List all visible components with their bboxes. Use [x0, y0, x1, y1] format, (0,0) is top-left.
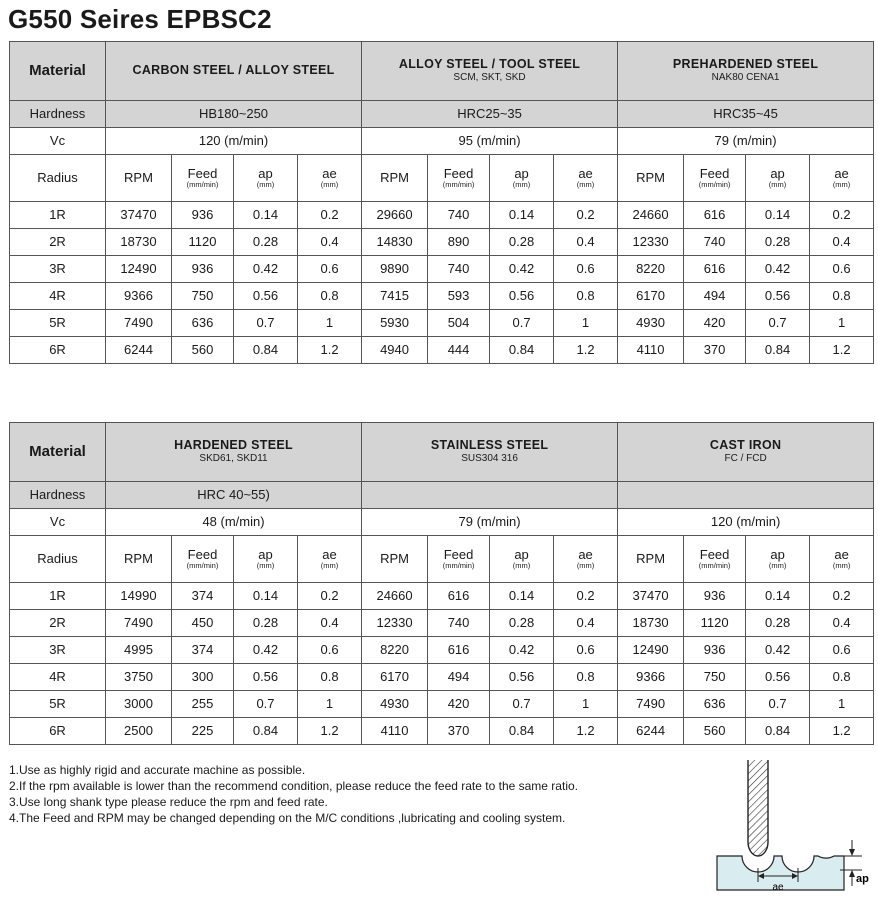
value-cell: 616 — [684, 256, 746, 283]
feed-header — [428, 536, 490, 583]
value-cell: 1 — [298, 691, 362, 718]
ae-header — [810, 536, 874, 583]
vc-row — [10, 128, 874, 155]
material-name-cell — [106, 42, 362, 101]
table-row — [10, 256, 874, 283]
ap-header-unit: (mm) — [768, 180, 787, 190]
value-cell: 12330 — [618, 229, 684, 256]
value-cell: 0.14 — [234, 583, 298, 610]
ap-header-unit: (mm) — [256, 561, 275, 571]
value-cell: 0.8 — [810, 283, 874, 310]
material-name-cell — [362, 423, 618, 482]
value-cell: 0.7 — [746, 310, 810, 337]
value-cell: 225 — [172, 718, 234, 745]
radius-cell: 3R — [10, 637, 106, 664]
value-cell: 1120 — [172, 229, 234, 256]
vc-label: Vc — [10, 128, 106, 155]
value-cell: 370 — [684, 337, 746, 364]
value-cell: 7490 — [106, 310, 172, 337]
value-cell: 3750 — [106, 664, 172, 691]
value-cell: 6244 — [618, 718, 684, 745]
value-cell: 0.8 — [554, 664, 618, 691]
radius-cell: 5R — [10, 691, 106, 718]
value-cell: 0.28 — [234, 610, 298, 637]
cutting-conditions-table-2 — [9, 422, 874, 745]
hardness-value: HRC 40~55) — [106, 482, 362, 509]
value-cell: 0.7 — [490, 691, 554, 718]
vc-value: 79 (m/min) — [618, 128, 874, 155]
value-cell: 0.7 — [490, 310, 554, 337]
column-header-row — [10, 536, 874, 583]
value-cell: 0.6 — [810, 256, 874, 283]
value-cell: 7490 — [106, 610, 172, 637]
value-cell: 0.6 — [298, 256, 362, 283]
value-cell: 4110 — [362, 718, 428, 745]
value-cell: 0.2 — [810, 583, 874, 610]
feed-header-text: Feed — [699, 165, 730, 181]
value-cell: 7415 — [362, 283, 428, 310]
ap-header-unit: (mm) — [512, 180, 531, 190]
value-cell: 0.42 — [234, 256, 298, 283]
value-cell: 24660 — [618, 202, 684, 229]
value-cell: 0.14 — [234, 202, 298, 229]
radius-cell: 6R — [10, 718, 106, 745]
value-cell: 616 — [684, 202, 746, 229]
value-cell: 0.7 — [746, 691, 810, 718]
vc-label: Vc — [10, 509, 106, 536]
table-row — [10, 583, 874, 610]
value-cell: 0.14 — [746, 202, 810, 229]
value-cell: 4110 — [618, 337, 684, 364]
ap-header — [490, 155, 554, 202]
value-cell: 1 — [810, 691, 874, 718]
value-cell: 890 — [428, 229, 490, 256]
value-cell: 0.56 — [746, 664, 810, 691]
value-cell: 374 — [172, 637, 234, 664]
ae-header — [554, 536, 618, 583]
feed-header-unit: (mm/min) — [698, 180, 731, 190]
feed-header-text: Feed — [187, 546, 218, 562]
rpm-header: RPM — [362, 155, 428, 202]
value-cell: 1 — [298, 310, 362, 337]
value-cell: 1 — [554, 310, 618, 337]
ap-header-text: ap — [770, 546, 785, 562]
value-cell: 0.14 — [746, 583, 810, 610]
value-cell: 1120 — [684, 610, 746, 637]
ap-header-unit: (mm) — [256, 180, 275, 190]
column-header-row — [10, 155, 874, 202]
value-cell: 0.8 — [298, 283, 362, 310]
ae-header-unit: (mm) — [320, 180, 339, 190]
material-name-cell — [106, 423, 362, 482]
ae-header — [298, 536, 362, 583]
value-cell: 14830 — [362, 229, 428, 256]
ap-header-unit: (mm) — [512, 561, 531, 571]
rpm-header: RPM — [618, 155, 684, 202]
ae-header-unit: (mm) — [832, 180, 851, 190]
value-cell: 4930 — [362, 691, 428, 718]
vc-value: 120 (m/min) — [106, 128, 362, 155]
hardness-value — [618, 482, 874, 509]
feed-header-unit: (mm/min) — [442, 180, 475, 190]
value-cell: 24660 — [362, 583, 428, 610]
value-cell: 1 — [554, 691, 618, 718]
value-cell: 0.7 — [234, 691, 298, 718]
material-grades: SKD61, SKD11 — [199, 453, 268, 465]
value-cell: 0.28 — [746, 610, 810, 637]
note-item: 1.Use as highly rigid and accurate machine as possible. — [9, 763, 306, 777]
value-cell: 12490 — [106, 256, 172, 283]
value-cell: 0.8 — [554, 283, 618, 310]
ae-label: ae — [772, 882, 784, 893]
value-cell: 14990 — [106, 583, 172, 610]
table-row — [10, 202, 874, 229]
value-cell: 560 — [684, 718, 746, 745]
ap-header-text: ap — [258, 546, 273, 562]
material-label-text: Material — [29, 62, 86, 80]
feed-header-unit: (mm/min) — [186, 561, 219, 571]
value-cell: 1 — [810, 310, 874, 337]
table-row — [10, 664, 874, 691]
value-cell: 0.56 — [490, 664, 554, 691]
ae-header-unit: (mm) — [832, 561, 851, 571]
value-cell: 18730 — [106, 229, 172, 256]
value-cell: 0.2 — [298, 583, 362, 610]
value-cell: 0.56 — [490, 283, 554, 310]
material-name: CARBON STEEL / ALLOY STEEL — [132, 63, 335, 78]
value-cell: 1.2 — [554, 718, 618, 745]
ball-end-mill-diagram — [712, 760, 872, 898]
value-cell: 4930 — [618, 310, 684, 337]
value-cell: 636 — [172, 310, 234, 337]
material-name: ALLOY STEEL / TOOL STEEL — [398, 57, 581, 72]
feed-header-text: Feed — [443, 546, 474, 562]
feed-header-unit: (mm/min) — [698, 561, 731, 571]
value-cell: 750 — [172, 283, 234, 310]
ae-header-text: ae — [834, 546, 849, 562]
feed-header-text: Feed — [187, 165, 218, 181]
value-cell: 12330 — [362, 610, 428, 637]
radius-cell: 5R — [10, 310, 106, 337]
material-label — [10, 42, 106, 101]
value-cell: 29660 — [362, 202, 428, 229]
value-cell: 0.2 — [554, 202, 618, 229]
value-cell: 0.6 — [554, 256, 618, 283]
material-name: STAINLESS STEEL — [430, 438, 549, 453]
ap-header-text: ap — [514, 165, 529, 181]
value-cell: 0.28 — [234, 229, 298, 256]
ap-label: ap — [856, 873, 869, 885]
value-cell: 1.2 — [810, 337, 874, 364]
table-row — [10, 229, 874, 256]
ap-header — [746, 536, 810, 583]
material-label — [10, 423, 106, 482]
material-name: HARDENED STEEL — [174, 438, 293, 453]
value-cell: 0.84 — [234, 337, 298, 364]
hardness-row — [10, 482, 874, 509]
value-cell: 0.4 — [810, 229, 874, 256]
table-row — [10, 283, 874, 310]
value-cell: 0.4 — [298, 229, 362, 256]
radius-cell: 1R — [10, 583, 106, 610]
value-cell: 936 — [684, 637, 746, 664]
value-cell: 6244 — [106, 337, 172, 364]
ae-header-text: ae — [578, 546, 593, 562]
radius-cell: 3R — [10, 256, 106, 283]
table-row — [10, 610, 874, 637]
material-name: CAST IRON — [709, 438, 782, 453]
value-cell: 12490 — [618, 637, 684, 664]
value-cell: 450 — [172, 610, 234, 637]
radius-cell: 1R — [10, 202, 106, 229]
value-cell: 37470 — [618, 583, 684, 610]
value-cell: 0.28 — [490, 229, 554, 256]
value-cell: 0.56 — [234, 283, 298, 310]
value-cell: 740 — [428, 256, 490, 283]
hardness-label: Hardness — [10, 101, 106, 128]
ae-header — [810, 155, 874, 202]
value-cell: 0.4 — [554, 610, 618, 637]
table-row — [10, 337, 874, 364]
value-cell: 0.14 — [490, 583, 554, 610]
value-cell: 494 — [684, 283, 746, 310]
value-cell: 0.42 — [746, 637, 810, 664]
hardness-value: HRC25~35 — [362, 101, 618, 128]
feed-header — [428, 155, 490, 202]
material-name: PREHARDENED STEEL — [672, 57, 819, 72]
value-cell: 616 — [428, 583, 490, 610]
value-cell: 0.42 — [490, 637, 554, 664]
ae-header-unit: (mm) — [576, 180, 595, 190]
note-item: 2.If the rpm available is lower than the recommend condition, please reduce the feed rate to the same ratio. — [9, 779, 578, 793]
feed-header-text: Feed — [699, 546, 730, 562]
rpm-header: RPM — [106, 155, 172, 202]
ae-header-unit: (mm) — [320, 561, 339, 571]
value-cell: 0.84 — [490, 718, 554, 745]
rpm-header: RPM — [362, 536, 428, 583]
value-cell: 9890 — [362, 256, 428, 283]
value-cell: 560 — [172, 337, 234, 364]
ap-header-unit: (mm) — [768, 561, 787, 571]
vc-value: 95 (m/min) — [362, 128, 618, 155]
vc-row — [10, 509, 874, 536]
end-mill-tool — [748, 760, 768, 856]
value-cell: 740 — [428, 202, 490, 229]
value-cell: 936 — [684, 583, 746, 610]
ae-header-text: ae — [322, 546, 337, 562]
hardness-row — [10, 101, 874, 128]
feed-header-text: Feed — [443, 165, 474, 181]
value-cell: 0.8 — [298, 664, 362, 691]
material-row — [10, 423, 874, 482]
value-cell: 740 — [684, 229, 746, 256]
value-cell: 0.28 — [490, 610, 554, 637]
value-cell: 420 — [428, 691, 490, 718]
value-cell: 6170 — [362, 664, 428, 691]
feed-header-unit: (mm/min) — [442, 561, 475, 571]
value-cell: 0.56 — [234, 664, 298, 691]
value-cell: 1.2 — [298, 718, 362, 745]
material-grades: NAK80 CENA1 — [711, 72, 780, 84]
table-row — [10, 637, 874, 664]
feed-header-unit: (mm/min) — [186, 180, 219, 190]
table-row — [10, 691, 874, 718]
hardness-value — [362, 482, 618, 509]
value-cell: 18730 — [618, 610, 684, 637]
value-cell: 370 — [428, 718, 490, 745]
value-cell: 8220 — [618, 256, 684, 283]
material-grades: SCM, SKT, SKD — [453, 72, 526, 84]
ap-header-text: ap — [258, 165, 273, 181]
value-cell: 0.6 — [554, 637, 618, 664]
value-cell: 7490 — [618, 691, 684, 718]
value-cell: 0.4 — [554, 229, 618, 256]
material-grades: FC / FCD — [724, 453, 767, 465]
note-item: 4.The Feed and RPM may be changed depending on the M/C conditions ,lubricating and cooling system. — [9, 811, 566, 825]
value-cell: 0.28 — [746, 229, 810, 256]
vc-value: 79 (m/min) — [362, 509, 618, 536]
radius-label: Radius — [10, 155, 106, 202]
value-cell: 0.8 — [810, 664, 874, 691]
radius-cell: 2R — [10, 229, 106, 256]
ae-header — [298, 155, 362, 202]
value-cell: 5930 — [362, 310, 428, 337]
value-cell: 0.4 — [810, 610, 874, 637]
value-cell: 593 — [428, 283, 490, 310]
material-row — [10, 42, 874, 101]
feed-header — [684, 155, 746, 202]
usage-notes — [9, 762, 578, 826]
value-cell: 2500 — [106, 718, 172, 745]
value-cell: 494 — [428, 664, 490, 691]
feed-header — [172, 155, 234, 202]
value-cell: 4995 — [106, 637, 172, 664]
radius-cell: 6R — [10, 337, 106, 364]
vc-value: 120 (m/min) — [618, 509, 874, 536]
value-cell: 420 — [684, 310, 746, 337]
material-label-text: Material — [29, 443, 86, 461]
value-cell: 0.2 — [810, 202, 874, 229]
value-cell: 0.2 — [298, 202, 362, 229]
value-cell: 9366 — [618, 664, 684, 691]
value-cell: 504 — [428, 310, 490, 337]
ap-header-text: ap — [514, 546, 529, 562]
ap-header — [234, 155, 298, 202]
table-row — [10, 310, 874, 337]
value-cell: 0.42 — [746, 256, 810, 283]
value-cell: 0.2 — [554, 583, 618, 610]
value-cell: 300 — [172, 664, 234, 691]
value-cell: 1.2 — [554, 337, 618, 364]
ae-header-text: ae — [578, 165, 593, 181]
ae-header-unit: (mm) — [576, 561, 595, 571]
value-cell: 936 — [172, 202, 234, 229]
value-cell: 37470 — [106, 202, 172, 229]
value-cell: 0.84 — [746, 337, 810, 364]
table-row — [10, 718, 874, 745]
value-cell: 3000 — [106, 691, 172, 718]
material-name-cell — [362, 42, 618, 101]
value-cell: 6170 — [618, 283, 684, 310]
value-cell: 255 — [172, 691, 234, 718]
value-cell: 374 — [172, 583, 234, 610]
value-cell: 0.42 — [490, 256, 554, 283]
value-cell: 0.42 — [234, 637, 298, 664]
value-cell: 0.7 — [234, 310, 298, 337]
ae-header — [554, 155, 618, 202]
value-cell: 4940 — [362, 337, 428, 364]
value-cell: 636 — [684, 691, 746, 718]
ae-header-text: ae — [834, 165, 849, 181]
radius-cell: 2R — [10, 610, 106, 637]
value-cell: 0.84 — [490, 337, 554, 364]
value-cell: 444 — [428, 337, 490, 364]
value-cell: 1.2 — [298, 337, 362, 364]
feed-header — [684, 536, 746, 583]
ap-header-text: ap — [770, 165, 785, 181]
page-title: G550 Seires EPBSC2 — [8, 4, 272, 34]
ap-header — [490, 536, 554, 583]
radius-label: Radius — [10, 536, 106, 583]
value-cell: 740 — [428, 610, 490, 637]
value-cell: 0.6 — [298, 637, 362, 664]
rpm-header: RPM — [106, 536, 172, 583]
vc-value: 48 (m/min) — [106, 509, 362, 536]
cutting-conditions-table-1 — [9, 41, 874, 364]
value-cell: 9366 — [106, 283, 172, 310]
value-cell: 1.2 — [810, 718, 874, 745]
radius-cell: 4R — [10, 283, 106, 310]
value-cell: 0.56 — [746, 283, 810, 310]
value-cell: 8220 — [362, 637, 428, 664]
ap-header — [234, 536, 298, 583]
value-cell: 0.6 — [810, 637, 874, 664]
material-name-cell — [618, 423, 874, 482]
value-cell: 0.84 — [746, 718, 810, 745]
hardness-label: Hardness — [10, 482, 106, 509]
rpm-header: RPM — [618, 536, 684, 583]
material-grades: SUS304 316 — [461, 453, 518, 465]
material-name-cell — [618, 42, 874, 101]
value-cell: 616 — [428, 637, 490, 664]
hardness-value: HRC35~45 — [618, 101, 874, 128]
ae-header-text: ae — [322, 165, 337, 181]
note-item: 3.Use long shank type please reduce the rpm and feed rate. — [9, 795, 328, 809]
value-cell: 0.14 — [490, 202, 554, 229]
radius-cell: 4R — [10, 664, 106, 691]
value-cell: 936 — [172, 256, 234, 283]
value-cell: 750 — [684, 664, 746, 691]
hardness-value: HB180~250 — [106, 101, 362, 128]
value-cell: 0.4 — [298, 610, 362, 637]
ap-header — [746, 155, 810, 202]
feed-header — [172, 536, 234, 583]
value-cell: 0.84 — [234, 718, 298, 745]
